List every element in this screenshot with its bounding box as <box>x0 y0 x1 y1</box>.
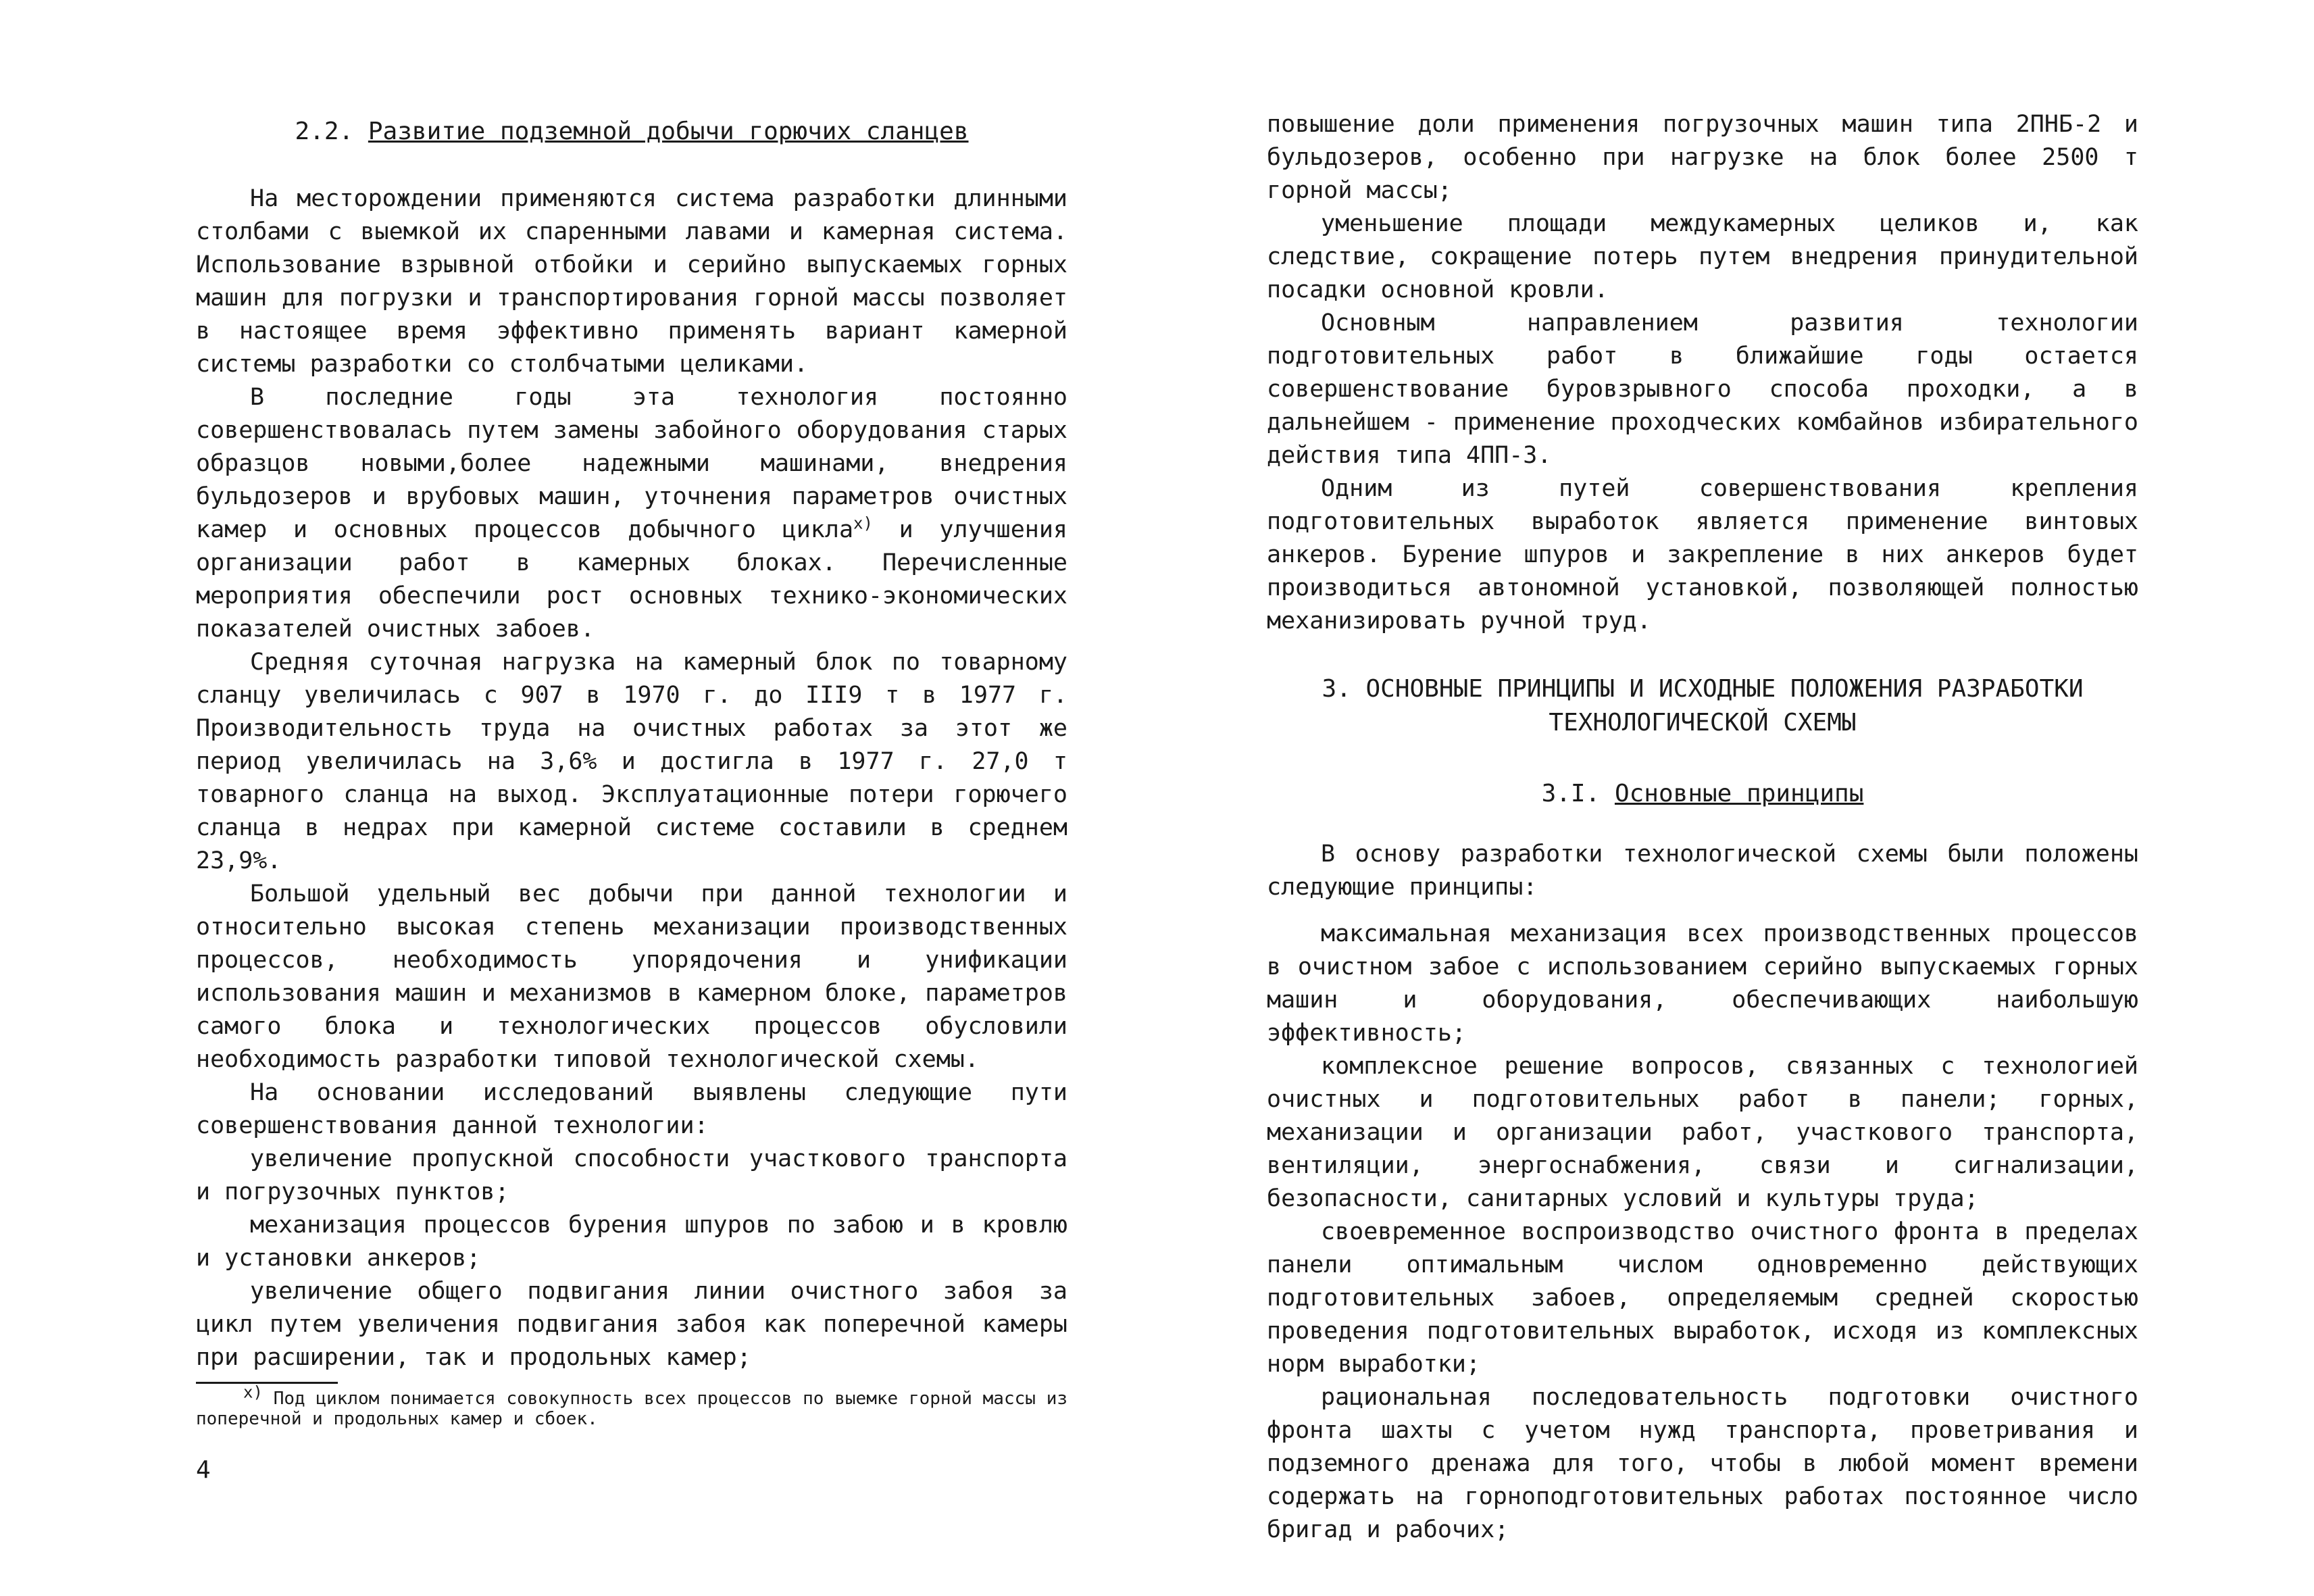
footnote-mark: x) <box>243 1382 263 1402</box>
paragraph: Средняя суточная нагрузка на камерный блок по товарному сланцу увеличилась с 907 в 1970 г. до III9 т в 1977 г. Производительность труда на очистных работах за этот же период увеличилась на 3,6% и достигла в 1977 г. 27,0 т товарного сланца на выход. Эксплуатационные потери горючего сланца в недрах при камерной системе составили в среднем 23,9%. <box>196 649 1067 874</box>
list-item: максимальная механизация всех производственных процессов в очистном забое с использованием серийно выпускаемых горных машин и оборудования, обеспечивающих наибольшую эффективность; <box>1267 920 2138 1047</box>
subheading-number: 3.I. <box>1541 780 1601 807</box>
subsection-heading <box>1267 777 2138 811</box>
footnote-text: Под циклом понимается совокупность всех процессов по выемке горной массы из поперечной и продольных камер и сбоек. <box>196 1389 1068 1429</box>
list-item: увеличение пропускной способности участкового транспорта и погрузочных пунктов; <box>196 1145 1067 1205</box>
paragraph: Большой удельный вес добычи при данной технологии и относительно высокая степень механизации производственных процессов, необходимость упорядочения и унификации использования машин и механизмов в камерном блоке, параметров самого блока и технологических процессов обусловили необходимость разработки типовой технологической схемы. <box>196 880 1067 1073</box>
footnote <box>196 1382 1068 1429</box>
list-item: увеличение общего подвигания линии очистного забоя за цикл путем увеличения подвигания забоя как поперечной камеры при расширении, так и продольных камер; <box>196 1278 1067 1371</box>
list-item: механизация процессов бурения шпуров по забою и в кровлю и установки анкеров; <box>196 1212 1067 1272</box>
paragraph: В последние годы эта технология постоянно совершенствовалась путем замены забойного оборудования старых образцов новыми,более надежными машинами, внедрения бульдозеров и врубовых машин, уточнения параметров очистных камер и основных процессов добычного цикла$^{x)}$ и улучшения организации работ в камерных блоках. Перечисленные мероприятия обеспечили рост основных технико-экономических показателей очистных забоев. <box>196 384 1067 643</box>
section-heading <box>1267 672 2138 740</box>
subheading-title: Основные принципы <box>1614 780 1864 807</box>
right-page-bottom-body <box>1267 838 2138 1547</box>
list-item: повышение доли применения погрузочных машин типа 2ПНБ-2 и бульдозеров, особенно при нагрузке на блок более 2500 т горной массы; <box>1267 111 2138 204</box>
list-item: своевременное воспроизводство очистного фронта в пределах панели оптимальным числом одновременно действующих подготовительных забоев, определяемым средней скоростью проведения подготовительных выработок, исходя из комплексных норм выработки; <box>1267 1218 2138 1378</box>
left-page-heading <box>196 115 1067 149</box>
section-heading-line: ТЕХНОЛОГИЧЕСКОЙ СХЕМЫ <box>1549 709 1857 737</box>
left-page-body <box>196 182 1067 1374</box>
right-page-top-body <box>1267 108 2138 638</box>
page-number: 4 <box>196 1456 211 1484</box>
paragraph: Одним из путей совершенствования крепления подготовительных выработок является применение винтовых анкеров. Бурение шпуров и закрепление в них анкеров будет производиться автономной установкой, позволяющей полностью механизировать ручной труд. <box>1267 475 2138 634</box>
list-item: комплексное решение вопросов, связанных с технологией очистных и подготовительных работ в панели; горных, механизации и организации работ, участкового транспорта, вентиляции, энергоснабжения, связи и сигнализации, безопасности, санитарных условий и культуры труда; <box>1267 1053 2138 1212</box>
footnote-marker: x) <box>853 514 873 533</box>
heading-title: Развитие подземной добычи горючих сланцев <box>368 118 969 145</box>
paragraph: Основным направлением развития технологии подготовительных работ в ближайшие годы остается совершенствование буровзрывного способа проходки, а в дальнейшем - применение проходческих комбайнов избирательного действия типа 4ПП-3. <box>1267 309 2138 469</box>
section-heading-line: 3. ОСНОВНЫЕ ПРИНЦИПЫ И ИСХОДНЫЕ ПОЛОЖЕНИЯ РАЗРАБОТКИ <box>1322 675 2084 703</box>
paragraph: На основании исследований выявлены следующие пути совершенствования данной технологии: <box>196 1079 1067 1139</box>
paragraph: В основу разработки технологической схемы были положены следующие принципы: <box>1267 841 2138 901</box>
footnote-divider <box>196 1382 338 1384</box>
left-page <box>196 0 1067 1596</box>
right-page <box>1267 0 2138 1596</box>
list-item: рациональная последовательность подготовки очистного фронта шахты с учетом нужд транспорта, проветривания и подземного дренажа для того, чтобы в любой момент времени содержать на горноподготовительных работах постоянное число бригад и рабочих; <box>1267 1384 2138 1543</box>
paragraph: На месторождении применяются система разработки длинными столбами с выемкой их спаренными лавами и камерная система. Использование взрывной отбойки и серийно выпускаемых горных машин для погрузки и транспортирования горной массы позволяет в настоящее время эффективно применять вариант камерной системы разработки со столбчатыми целиками. <box>196 185 1067 378</box>
heading-number: 2.2. <box>295 118 354 145</box>
list-item: уменьшение площади междукамерных целиков и, как следствие, сокращение потерь путем внедрения принудительной посадки основной кровли. <box>1267 210 2138 303</box>
